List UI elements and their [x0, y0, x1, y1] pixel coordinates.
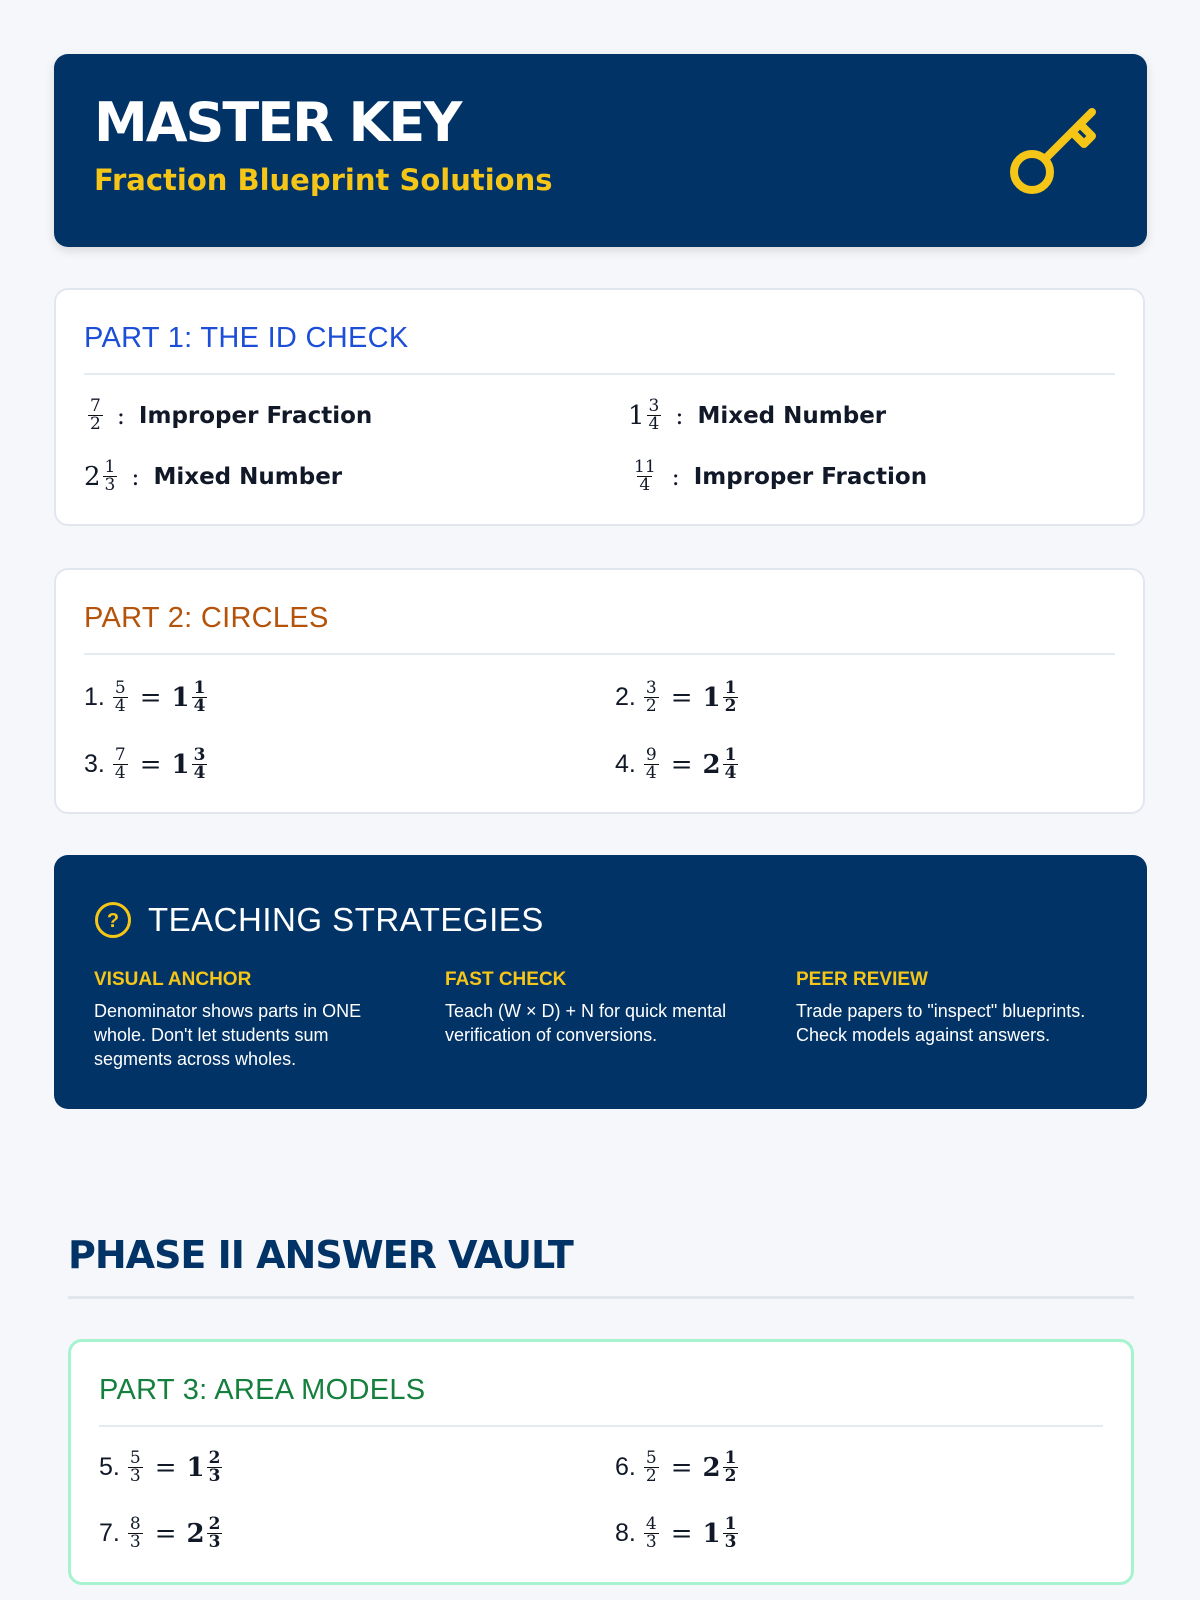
page-title: MASTER KEY	[94, 91, 461, 154]
header-banner	[54, 54, 1147, 247]
divider	[84, 373, 1115, 375]
conversion-item: 5. $\frac{5}{3}$ = 1 $\frac{2}{3}$	[99, 1448, 221, 1486]
svg-text:?: ?	[106, 910, 120, 932]
id-label: Improper Fraction	[138, 402, 373, 429]
strategy-heading: VISUAL ANCHOR	[94, 969, 252, 990]
id-item: $\frac{11}{4}$ : Improper Fraction	[634, 457, 928, 495]
conversion-item: 3. $\frac{7}{4}$ = 1 $\frac{3}{4}$	[84, 745, 206, 783]
fraction: $\frac{3}{4}$	[648, 396, 660, 434]
conversion-item: 6. $\frac{5}{2}$ = 2 $\frac{1}{2}$	[615, 1448, 737, 1486]
fraction: $\frac{1}{3}$	[104, 457, 116, 495]
part1-card	[54, 288, 1145, 526]
id-label: Mixed Number	[697, 402, 887, 429]
conversion-item: 7. $\frac{8}{3}$ = 2 $\frac{2}{3}$	[99, 1514, 221, 1552]
strategy-column	[445, 970, 755, 1047]
strategy-heading: PEER REVIEW	[796, 969, 928, 990]
conversion-item: 8. $\frac{4}{3}$ = 1 $\frac{1}{3}$	[615, 1514, 737, 1552]
teaching-strategies-panel	[54, 855, 1147, 1109]
part1-title: PART 1: THE ID CHECK	[84, 322, 409, 354]
key-icon	[1002, 94, 1112, 204]
strategy-heading: FAST CHECK	[445, 969, 567, 990]
page-subtitle: Fraction Blueprint Solutions	[94, 163, 553, 197]
id-label: Mixed Number	[153, 463, 343, 490]
conversion-item: 1. $\frac{5}{4}$ = 1 $\frac{1}{4}$	[84, 678, 206, 716]
strategy-body: Denominator shows parts in ONE whole. Don't let students sum segments across wholes.	[94, 1001, 362, 1069]
divider	[99, 1425, 1103, 1427]
fraction: $\frac{11}{4}$	[634, 457, 656, 495]
part3-title: PART 3: AREA MODELS	[99, 1374, 426, 1406]
question-circle-icon	[94, 901, 132, 939]
part2-card	[54, 568, 1145, 814]
strategy-body: Teach (W × D) + N for quick mental verification of conversions.	[445, 1001, 727, 1045]
divider	[68, 1296, 1134, 1299]
strategies-title: TEACHING STRATEGIES	[148, 901, 544, 938]
conversion-item: 2. $\frac{3}{2}$ = 1 $\frac{1}{2}$	[615, 678, 737, 716]
conversion-item: 4. $\frac{9}{4}$ = 2 $\frac{1}{4}$	[615, 745, 737, 783]
strategy-column	[94, 970, 404, 1071]
id-item: $\frac{7}{2}$ : Improper Fraction	[90, 396, 373, 434]
id-label: Improper Fraction	[693, 463, 928, 490]
id-item: 2 $\frac{1}{3}$ : Mixed Number	[84, 457, 343, 495]
phase-title: PHASE II ANSWER VAULT	[68, 1233, 573, 1277]
id-item: 1 $\frac{3}{4}$ : Mixed Number	[628, 396, 887, 434]
part2-title: PART 2: CIRCLES	[84, 602, 329, 634]
strategy-body: Trade papers to "inspect" blueprints. Check models against answers.	[796, 1001, 1086, 1045]
divider	[84, 653, 1115, 655]
part3-card	[68, 1339, 1134, 1585]
strategy-column	[796, 970, 1106, 1047]
fraction: $\frac{7}{2}$	[90, 396, 101, 434]
